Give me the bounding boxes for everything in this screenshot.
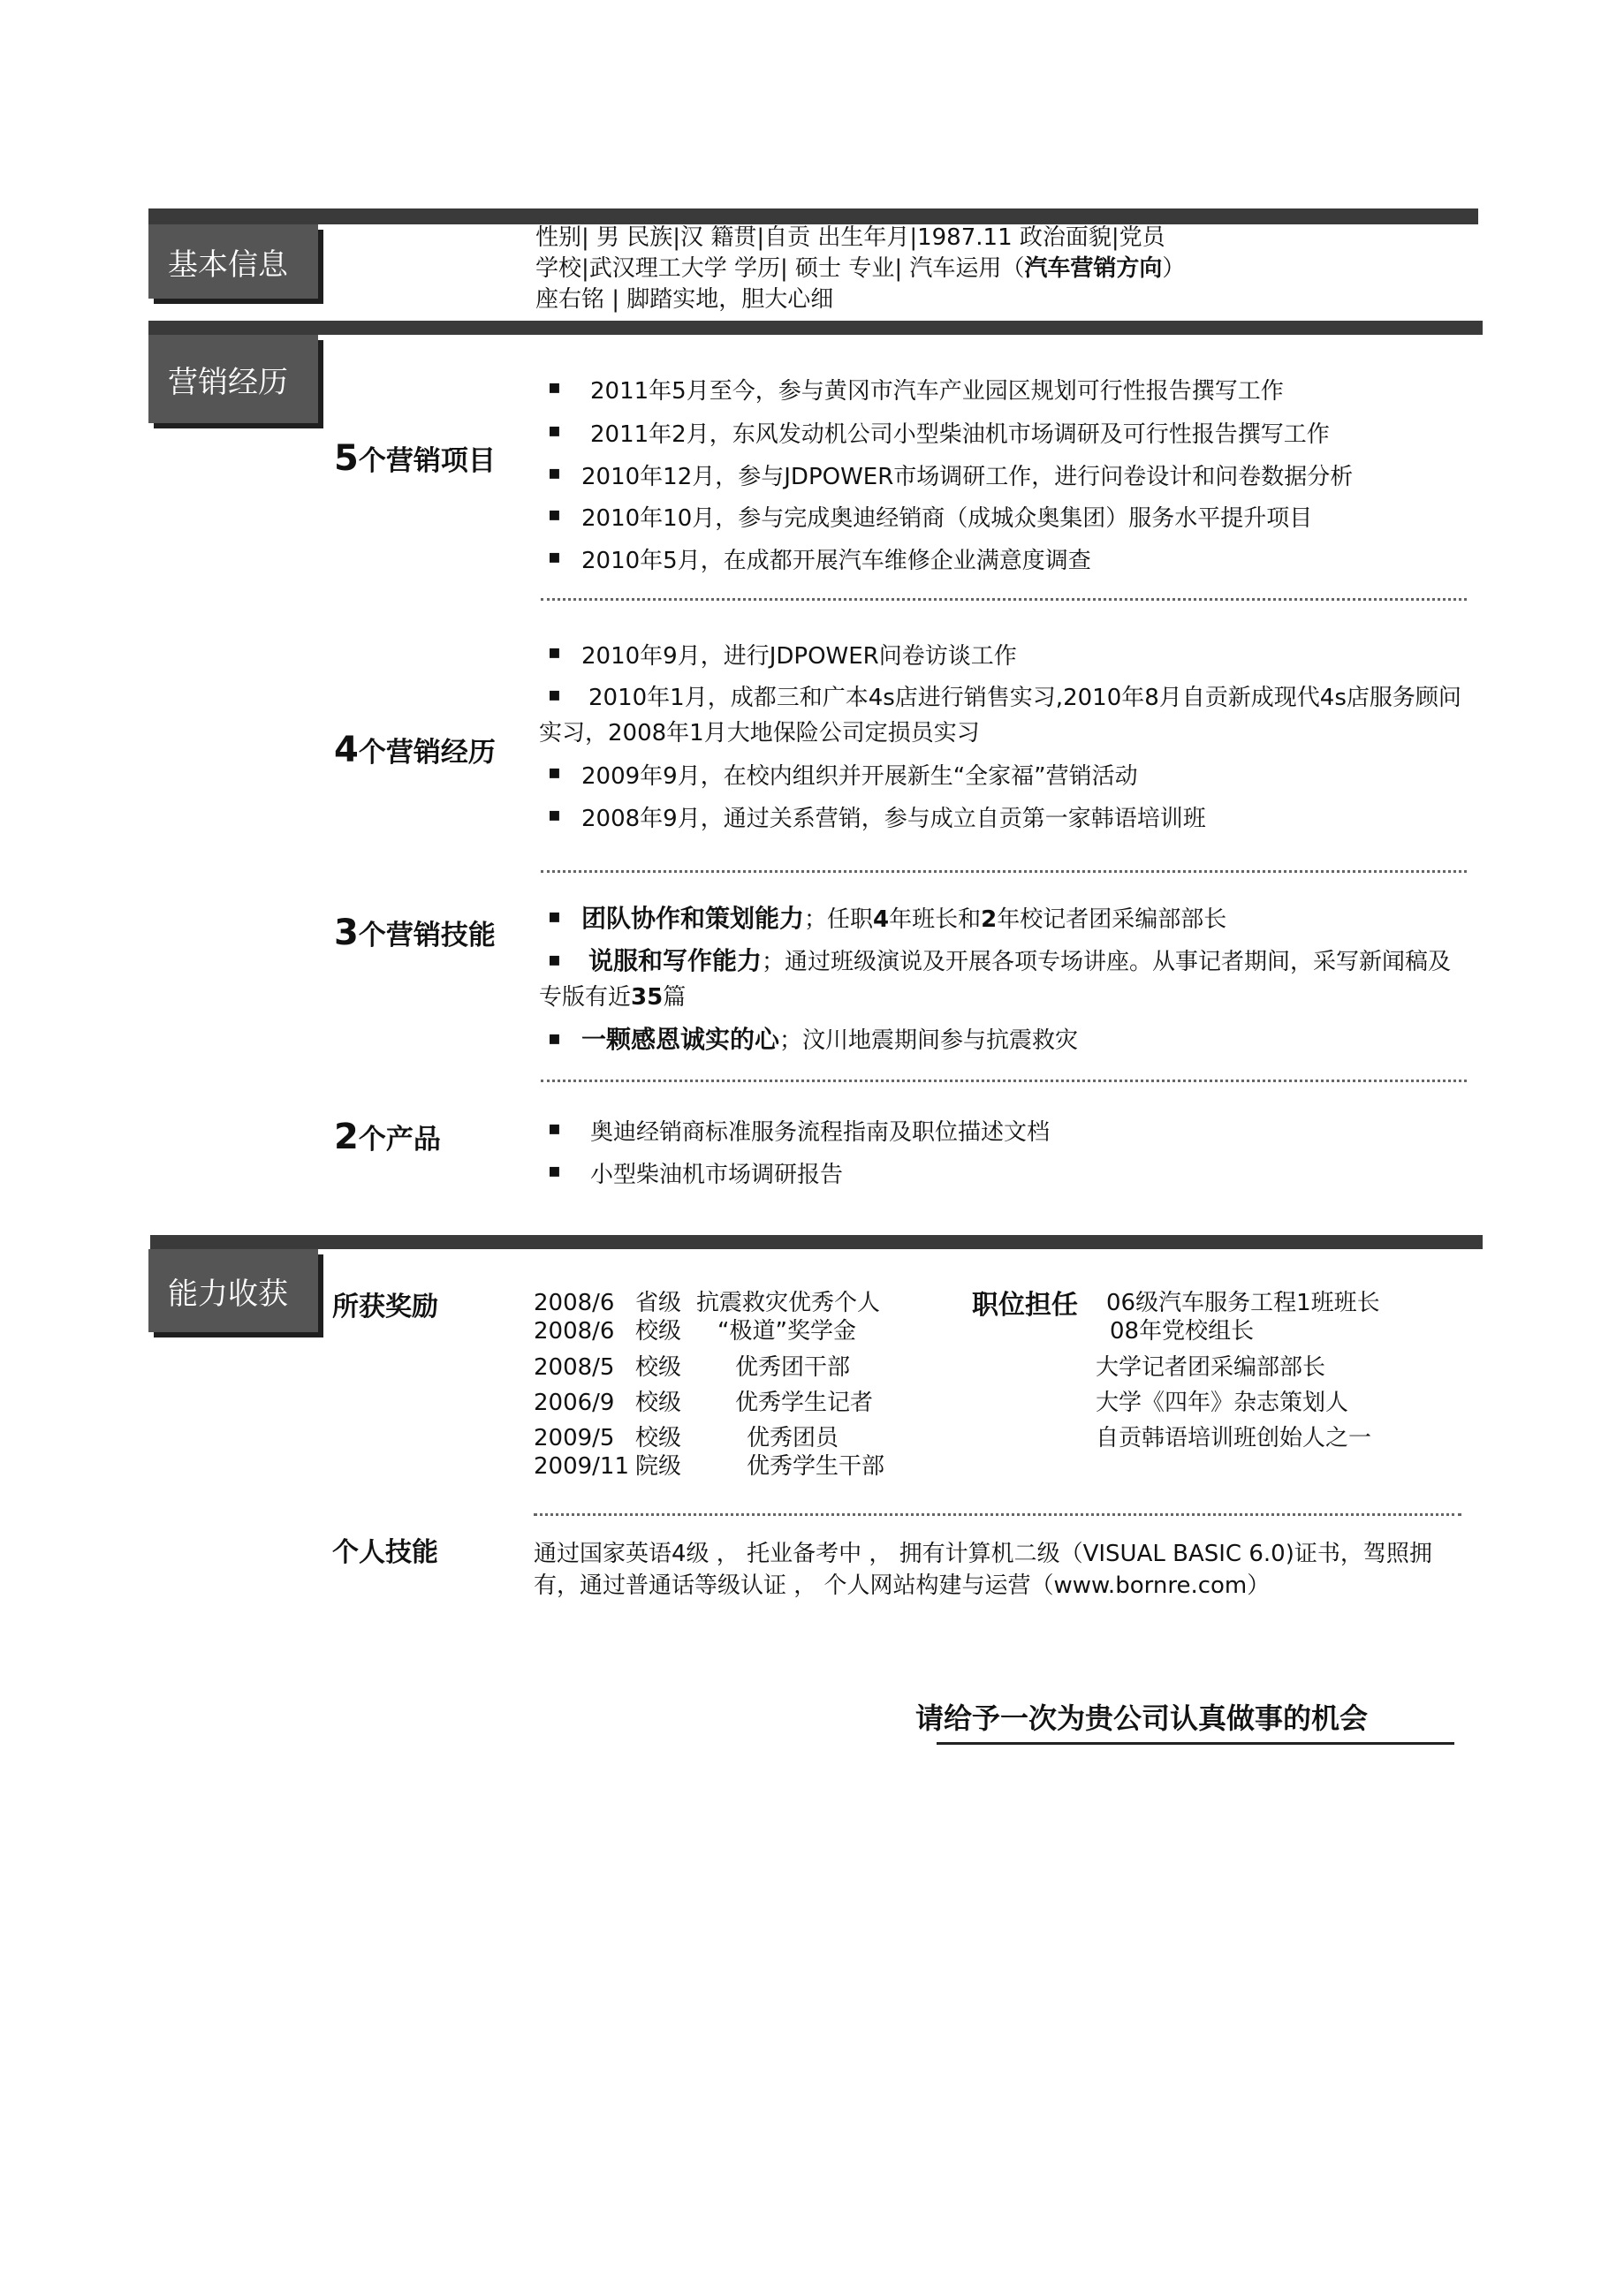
experience-item: 2008年9月，通过关系营销，参与成立自贡第一家韩语培训班 (581, 806, 1206, 832)
product-item: 小型柴油机市场调研报告 (590, 1162, 844, 1188)
award-level: 校级 (635, 1390, 682, 1416)
award-name: 优秀学生记者 (735, 1390, 874, 1416)
project-item: 2010年5月，在成都开展汽车维修企业满意度调查 (581, 548, 1091, 574)
positions-title: 职位担任 (972, 1290, 1078, 1321)
divider (534, 1513, 1461, 1516)
personal-skills-text: 通过国家英语4级 ， 托业备考中 ， 拥有计算机二级（VISUAL BASIC 6.0)证书，驾照拥有，通过普通话等级认证 ， 个人网站构建与运营（www.bornre.com） (534, 1541, 1432, 1599)
bullet: ▪ (548, 684, 561, 706)
position-item: 自贡韩语培训班创始人之一 (1096, 1425, 1372, 1451)
section-bar-marketing (148, 321, 1483, 335)
experience-item: 2010年1月，成都三和广本4s店进行销售实习,2010年8月自贡新成现代4s店服务顾问实习，2008年1月大地保险公司定损员实习 (539, 685, 1461, 746)
project-item: 2010年12月，参与JDPOWER市场调研工作，进行问卷设计和问卷数据分析 (581, 464, 1354, 490)
award-name: 优秀团员 (747, 1425, 839, 1451)
divider (541, 598, 1467, 601)
skill-item: 一颗感恩诚实的心；汶川地震期间参与抗震救灾 (581, 1025, 1079, 1054)
award-date: 2009/11 (534, 1453, 630, 1480)
award-date: 2008/6 (534, 1318, 615, 1345)
bullet: ▪ (548, 504, 561, 526)
major-direction: 汽车营销方向 (1024, 255, 1163, 282)
product-item: 奥迪经销商标准服务流程指南及职位描述文档 (590, 1119, 1051, 1146)
award-name: 优秀团干部 (735, 1354, 851, 1381)
project-item: 2010年10月，参与完成奥迪经销商（成城众奥集团）服务水平提升项目 (581, 505, 1313, 532)
bullet: ▪ (548, 1027, 561, 1049)
bullet: ▪ (548, 949, 561, 971)
award-name: 抗震救灾优秀个人 (696, 1290, 881, 1316)
projects-heading: 5个营销项目 (334, 438, 496, 479)
divider (541, 1080, 1467, 1082)
project-item: 2011年5月至今，参与黄冈市汽车产业园区规划可行性报告撰写工作 (590, 378, 1284, 405)
bullet: ▪ (548, 1160, 561, 1182)
award-level: 院级 (635, 1453, 682, 1480)
bullet: ▪ (548, 762, 561, 784)
bullet: ▪ (548, 462, 561, 484)
closing-statement: 请给予一次为贵公司认真做事的机会 (915, 1701, 1369, 1735)
experience-item: 2010年9月，进行JDPOWER问卷访谈工作 (581, 643, 1017, 670)
award-level: 校级 (635, 1318, 682, 1345)
bullet: ▪ (548, 420, 561, 442)
award-name: 优秀学生干部 (747, 1453, 885, 1480)
experience-heading: 4个营销经历 (334, 730, 496, 770)
award-date: 2009/5 (534, 1425, 615, 1451)
bullet: ▪ (548, 376, 561, 398)
awards-title: 所获奖励 (332, 1292, 438, 1322)
award-date: 2006/9 (534, 1390, 615, 1416)
section-bar-ability (150, 1235, 1483, 1249)
skill-item: 说服和写作能力；通过班级演说及开展各项专场讲座。从事记者期间，采写新闻稿及专版有近35篇 (539, 946, 1452, 1011)
basic-info-line-2: 学校|武汉理工大学 学历| 硕士 专业| 汽车运用（汽车营销方向） (535, 255, 1186, 282)
bullet: ▪ (548, 641, 561, 663)
award-level: 校级 (635, 1425, 682, 1451)
award-name: “极道”奖学金 (717, 1318, 856, 1345)
award-date: 2008/5 (534, 1354, 615, 1381)
position-item: 大学记者团采编部部长 (1096, 1354, 1326, 1381)
section-label-ability: 能力收获 (148, 1249, 318, 1332)
personal-skills-title: 个人技能 (332, 1537, 438, 1568)
award-level: 省级 (635, 1290, 682, 1316)
position-item: 08年党校组长 (1110, 1318, 1255, 1345)
basic-info-motto: 座右铭 | 脚踏实地，胆大心细 (535, 286, 834, 313)
section-label-marketing: 营销经历 (148, 335, 318, 423)
position-item: 06级汽车服务工程1班班长 (1106, 1290, 1380, 1316)
award-date: 2008/6 (534, 1290, 615, 1316)
section-label-basic: 基本信息 (148, 224, 318, 299)
position-item: 大学《四年》杂志策划人 (1096, 1390, 1349, 1416)
bullet: ▪ (548, 1118, 561, 1140)
bullet: ▪ (548, 906, 561, 928)
experience-item: 2009年9月，在校内组织并开展新生“全家福”营销活动 (581, 763, 1138, 790)
products-heading: 2个产品 (334, 1117, 441, 1157)
skills-heading: 3个营销技能 (334, 913, 496, 953)
basic-info-line-1: 性别| 男 民族|汉 籍贯|自贡 出生年月|1987.11 政治面貌|党员 (535, 224, 1165, 251)
skill-item: 团队协作和策划能力；任职4年班长和2年校记者团采编部部长 (581, 904, 1227, 933)
bullet: ▪ (548, 804, 561, 826)
award-level: 校级 (635, 1354, 682, 1381)
closing-underline (937, 1742, 1454, 1745)
divider (541, 870, 1467, 873)
project-item: 2011年2月，东风发动机公司小型柴油机市场调研及可行性报告撰写工作 (590, 421, 1330, 448)
bullet: ▪ (548, 546, 561, 568)
